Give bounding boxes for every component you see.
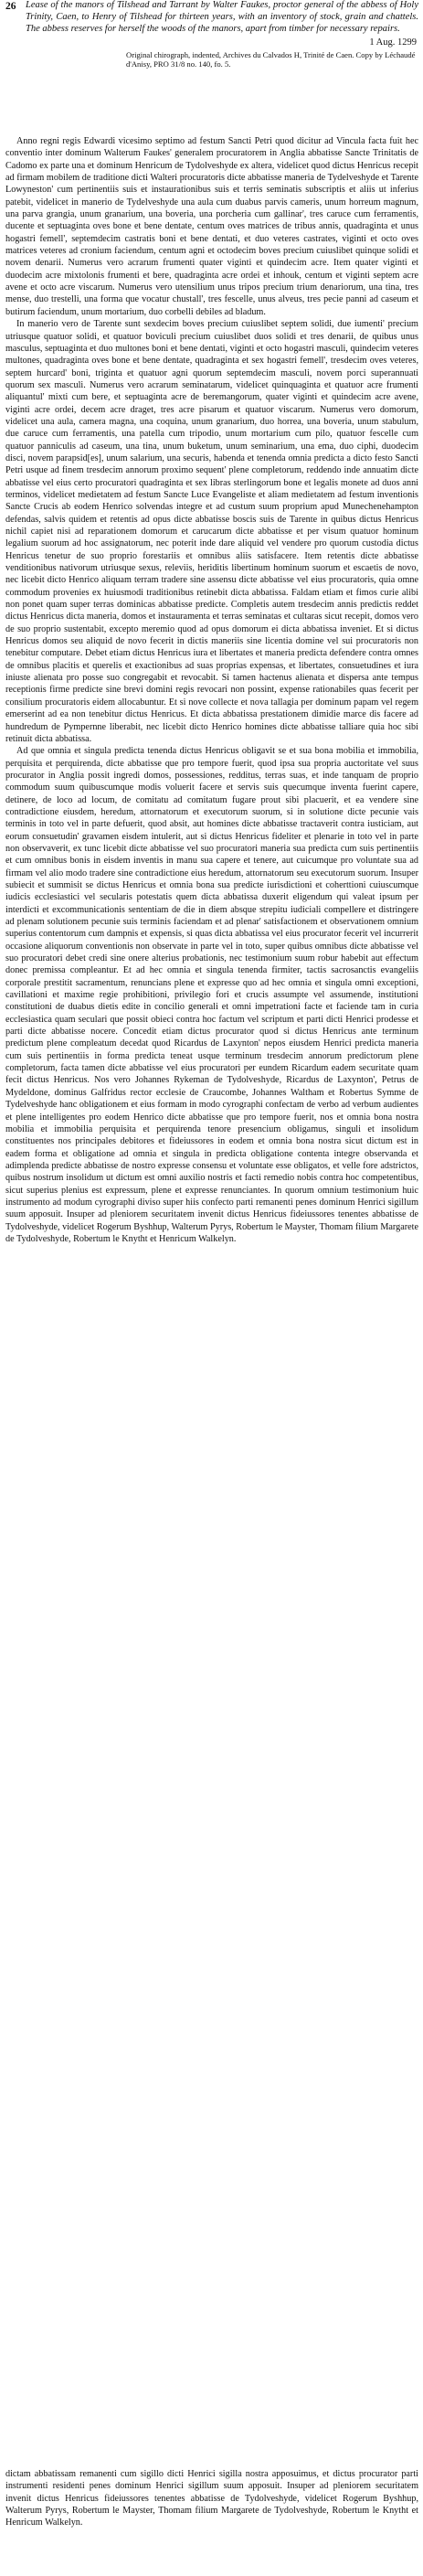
document-header xyxy=(5,0,418,69)
paragraph: In manerio vero de Tarente sunt sexdecim boves precium cuiuslibet septem solidi, due iumenti' precium utriusque quatuor solidi, et quatuor boviculi precium cuiuslibet duos solidi et tres denarii, de quibus unus masculus, septuaginta et duo multones boni et bene dentati, viginti et octo hogastri masculi, quindecim veteres multones, quadraginta oves bone et bene dentate, quadraginta et sex hogastri femell', tresdecim oves veteres, septem hurcard' boni, triginta et quatuor agni quorum septemdecim masculi, novem porci superannuati quorum sex masculi. Numerus vero acrarum seminatarum, videlicet quinquaginta et quatuor acre frumenti aliquantul' mixti cum bere, et septuaginta acre de beremangorum, quater viginti et quindecim acre avene, viginti acre ordei, decem acre draget, tres acre pisarum et quatuor viscarum. Numerus vero domorum, videlicet una aula, camera magna, una coquina, unum granarium, duo horrea, una boveria, unum stabulum, due caruce cum ferramentis, una patella cum tripodio, unum mortarium cum pilo, quatuor fescelle cum quatuor panniculis ad caseum, una tina, unum buketum, unum seminarium, una ema, duo ciphi, duodecim disci, novem parapsid[es], unum salarium, una securis, habenda et tenenda omnia predicta a dicto festo Sancti Petri usque ad finem tresdecim annorum proximo sequent' plene completorum, reddendo inde annuatim dicte abbatisse vel eius certo procuratori quadraginta et sex libras sterlingorum bone et legalis monete ad duos anni terminos, videlicet medietatem ad festum Sancte Luce Evangeliste et aliam medietatem ad festum inventionis Sancte Crucis ab eodem Henrico solvendas integre et ad custum suum proprium apud Munechenehampton defendas, salvis quidem et retentis ad opus dicte abbatisse boscis suis de Tarente in quibus dictus Henricus nichil capiet nisi ad reparationem domorum et carucarum dicte abbatisse et per visum quatuor hominum legalium suorum ad hoc assignatorum, nec poterit inde dare aliquid vel vendere pro quorum custodia dictus Henricus tenetur de suo proprio forestariis et omnibus aliis satisfacere. Item retentis dicte abbatisse venditionibus nativorum utriusque sexus, releviis, heriditis libertinum hominum suorum et escaetis de novo, nec licebit dicto Henrico aliquam terram tradere sine assensu dicte abbatisse vel eius procuratoris, quia omne commodum provenies ex huiusmodi traditionibus retinebit dicta abbatissa. Faldam etiam et fimos curie alibi non ponet quam super terras dominicas abbatisse predicte. Completis autem tresdecim annis predictis reddet dictus Henricus dicta maneria, domos et instauramenta et terras seminatas et cultaras sicut recepit, domos vero de suo proprio sustentabit, excepto meremio quod ad opus domorum ei dicta abbatissa inveniet. Et si dictus Henricus domos seu aliquid de novo fecerit in dictis maneriis sine licentia domine vel sui procuratoris non tenebitur computare. Debet etiam dictus Henricus iura et libertates et maneria predicta defendere contra omnes de omnibus placitis et querelis et exactionibus ad suas proprias expensas, et libertates, consuetudines et iura iniuste alienata pro posse suo congregabit et revocabit. Si tamen hactenus alienata et dispersa ante tempus receptionis firme predicte sine brevi domini regis revocari non possint, expense rationabiles quas fecerit per consilium procuratoris eidem allocabuntur. Et si nove collecte et nova tallagia per dominum papam vel regem emerserint ad ea non tenebitur dictus Henricus. Et dicta abbatissa prestationem dimidie marce dis facere ad hundredum de Pympernne liberabit, nec licebit dicto Henrico homines dicte abbatisse talliare quia hoc sibi retinuit dicta abbatissa. xyxy=(5,319,418,744)
document-number: 26 xyxy=(5,1,16,12)
latin-text-body xyxy=(5,135,418,1245)
paragraph: Anno regni regis Edwardi vicesimo septimo ad festum Sancti Petri quod dicitur ad Vincula facta fuit hec conventio inter dominum Walterum Faukes' generalem procuratorem in Anglia abbatisse Sancte Trinitatis de Cadomo ex parte una et dominum Henricum de Tydolveshyde ex altera, videlicet quod dictus Henricus recepit ad firmam mobilem de traditione dicti Walteri procuratoris dicte abbatisse maneria de Tydelveshyde et Tarente Lowyneston' cum pertinentiis suis et instaurationibus suis et terris seminatis subscriptis et aliis ut inferius patebit, videlicet in manerio de Tydelveshyde una aula cum duabus parvis cameris, unum horreum magnum, una parva grangia, unum granarium, una boveria, una porcheria cum gallinar', tres caruce cum ferramentis, ducente et septuaginta oves bone et bene dentate, centum oves matrices de tribus annis, quadraginta et unus hogastri femell', septemdecim castratis boni et bene dentati, et duo veteres castrates, viginti et octo oves matrices veteres ad cronium faciendum, centum agni et octodecim boves precium cuiuslibet quinque solidi et novem denarii. Numerus vero acrarum frumenti quater viginti et quindecim acre. Item quater viginti et duodecim acre mixtolonis frumenti et bere, quadraginta acre ordei et inhouk, centum et viginti septem acre avene et octo acre viscarum. Numerus vero utensilium unus tripos precium trium denariorum, una tina, tres mense, duo trestelli, una forma que vocatur chustall', tres fescelle, unus alveus, tres pecie panni ad caseum et butirum faciendum, unum mortarium, duo corbelli debiles ad bladum. xyxy=(5,136,418,317)
paragraph: dictam abbatissam remanenti cum sigillo dicti Henrici sigilla nostra apposuimus, et dictus procurator parti instrumenti residenti penes dominum Henrici sigillum suum apposuit. Insuper ad pleniorem securitatem invenit dictus Henricus fideiussores tenentes abbatisse de Tydolveshyde, videlicet Rogerum Byshhup, Walterum Pyrys, Robertum le Mayster, Thomam filium Margarete de Tydolveshyde, Robertum le Knytht et Henricum Walkelyn. xyxy=(5,2469,418,2528)
latin-text-continuation xyxy=(5,2468,418,2529)
document-date: 1 Aug. 1299 xyxy=(369,37,417,48)
document-source-note: Original chirograph, indented, Archives du Calvados H, Trinité de Caen. Copy by Léchaudé d'Anisy, PRO 31/8 no. 140, fo. 5. xyxy=(126,49,416,69)
paragraph: Ad que omnia et singula predicta tenenda dictus Henricus obligavit se et sua bona mobilia et immobilia, perquisita et perquirenda, dicte abbatisse que pro tempore fuerit, quod ipsa sua propria auctoritate vel suus procurator in Anglia possit ingredi domos, possessiones, redditus, terras suas, et inde tanquam de proprio commodum suum quibuscumque modis voluerit facere et servis suis quecumque inventa fuerint capere, detinere, de loco ad locum, de comitatu ad comitatum fugare prout sibi placuerit, et ea vendere sine contradictione eiusdem, heredum, attornatorum et executorum suorum, si in solutione dicte pecunie vais terminis in toto vel in parte defuerit, quod absit, aut homines dicte abbatisse tractaverit contra iusticiam, aut eorum consuetudin' gravamen eisdem intulerit, aut si dictus Henricus fideliter et plenarie in toto vel in parte non observaverit, ex tunc licebit dicte abbatisse vel suo procuratori maneria sua predicta cum suis pertinentiis et cum omnibus bonis in eisdem inventis in manu sua capere et tenere, aut cuicumque pro voluntate sua ad firmam vel alio modo tradere sine contradictione eius heredum, attornatorum seu executorum suorum. Insuper subiecit et summisit se dictus Henricus et omnia bona sua predicte iurisdictioni et coherttioni cuiuscumque iudicis ecclesiastici vel secularis potestatis quem dicta abbatissa duxerit eligendum qui valeat ipsum per interdicti et excommunicationis sententiam de die in diem absque strepitu iudiciali compellere et distringere ad plenam solutionem pecunie suis terminis faciendam et ad plenar' satisfactionem et observationem omnium superius contentorum cum dampnis et expensis, si quas dicta abbatissa vel eius procurator fecerit vel incurrerit occasione aliquorum conventionis non observate in parte vel in toto, super quibus omnibus dicte abbatisse vel suo procuratori debet credi sine onere alterius probationis, nec testimonium suum robur habebit aut effectum donec premissa compleantur. Et ad hec omnia et singula tenenda firmiter, tactis sacrosanctis evangeliis corporale prestitit sacramentum, renuncians plene et expresse quo ad hec omnia et singula omni exceptioni, cavillationi et maxime regie prohibitioni, privilegio fori et crucis assumpte vel assumende, institutioni constitutioni de duabus dietis edite in concilio generali et omni impetrationi facte et faciende tam in curia ecclesiastica quam seculari que possit obieci contra hoc factum vel scriptum et parti dicti Henrici prodesse et parti dicte abbatisse nocere. Concedit etiam dictus procurator quod si dictus Henricus ante terminum predictum plene compleatum decedat quod Ricardus de Laxynton' nepos eiusdem Henrici predicta maneria cum suis pertinentiis in forma predicta teneat usque terminum tresdecim annorum predictorum plene completorum, facta tamen dicte abbatisse vel eius procuratori per eundem Ricardum eadem securitate quam fecit dictus Henricus. Nos vero Johannes Rykeman de Tydolveshyde, Ricardus de Laxynton', Petrus de Mydeldone, dominus Galfridus rector ecclesie de Craucombe, Johannes Waltham et Robertus Symme de Tydelveshyde hanc obligationem et eius formam in modo cyrographi confectam de verbo ad verbum audientes et plene intelligentes pro eodem Henrico dicte abbatisse que pro tempore fuerit, nos et omnia bona nostra mobilia et immobilia perquisita et perquirenda tenore presencium obligamus, singuli et insolidum constituentes nos principales debitores et fideiussores in eodem et omnia bona nostra sicut dictum est in eadem forma et obligatione ad omnia et singula in predicta obligatione contenta integre observanda et adimplenda predicte abbatisse de nostro expresse consensu et voluntate esse obligatos, et velle fore adstrictos, quibus nostrum insolidum ut dictum est omni auxilio nostris et facti remedio nobis contra hoc competentibus, sicut superius plenius est expressum, plene et expresse renunciantes. In quorum omnium testimonium huic instrumento ad modum cyrographi diviso super hiis confecto parti remanenti penes dominum Henrici sigillum suum apposuit. Insuper ad pleniorem securitatem invenit dictus Henricus fideiussores tenentes abbatisse de Tydolveshyde, videlicet Rogerum Byshhup, Walterum Pyrys, Robertum le Mayster, Thomam filium Margarete de Tydolveshyde, Robertum le Knytht et Henricum Walkelyn. xyxy=(5,746,418,1244)
document-title: Lease of the manors of Tilshead and Tarrant by Walter Faukes, proctor general of the abbess of Holy Trinity, Caen, to Henry of Tilshead for thirteen years, with an inventory of stock, grain and chattels. The abbess reserves for herself the woods of the manors, apart from timber for necessary repairs. xyxy=(26,0,418,34)
